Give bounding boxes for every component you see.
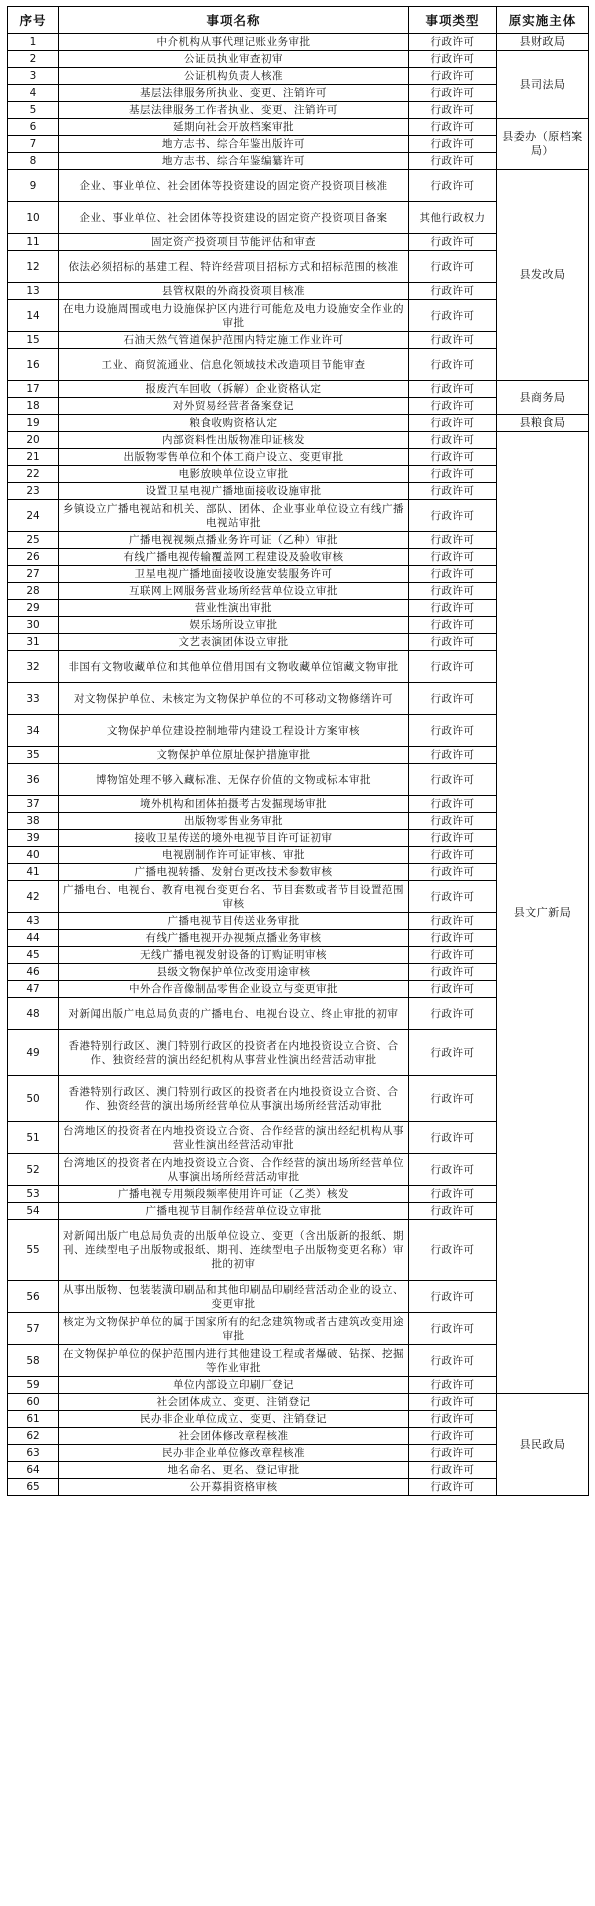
matter-type: 行政许可	[409, 1411, 497, 1428]
matter-type: 行政许可	[409, 830, 497, 847]
matters-table	[7, 6, 589, 1496]
row-number: 45	[8, 947, 59, 964]
matter-type: 行政许可	[409, 566, 497, 583]
row-number: 41	[8, 864, 59, 881]
matter-name: 中外合作音像制品零售企业设立与变更审批	[59, 981, 409, 998]
implementing-body: 县发改局	[497, 170, 589, 381]
table-row	[8, 432, 589, 449]
matter-type: 行政许可	[409, 136, 497, 153]
matter-name: 内部资料性出版物准印证核发	[59, 432, 409, 449]
matter-type: 行政许可	[409, 1462, 497, 1479]
matter-name: 接收卫星传送的境外电视节目许可证初审	[59, 830, 409, 847]
matter-type: 行政许可	[409, 796, 497, 813]
matter-type: 行政许可	[409, 981, 497, 998]
row-number: 60	[8, 1394, 59, 1411]
matter-name: 文物保护单位建设控制地带内建设工程设计方案审核	[59, 715, 409, 747]
matter-type: 行政许可	[409, 634, 497, 651]
matter-name: 民办非企业单位成立、变更、注销登记	[59, 1411, 409, 1428]
row-number: 17	[8, 381, 59, 398]
row-number: 50	[8, 1076, 59, 1122]
matter-name: 有线广播电视开办视频点播业务审核	[59, 930, 409, 947]
row-number: 64	[8, 1462, 59, 1479]
matter-type: 行政许可	[409, 432, 497, 449]
row-number: 10	[8, 202, 59, 234]
matter-type: 行政许可	[409, 764, 497, 796]
matter-name: 固定资产投资项目节能评估和审查	[59, 234, 409, 251]
matter-type: 行政许可	[409, 1030, 497, 1076]
matter-name: 地方志书、综合年鉴出版许可	[59, 136, 409, 153]
matter-type: 行政许可	[409, 583, 497, 600]
row-number: 6	[8, 119, 59, 136]
table-row	[8, 1394, 589, 1411]
table-row	[8, 34, 589, 51]
row-number: 11	[8, 234, 59, 251]
matter-type: 行政许可	[409, 747, 497, 764]
row-number: 35	[8, 747, 59, 764]
row-number: 20	[8, 432, 59, 449]
matter-name: 非国有文物收藏单位和其他单位借用国有文物收藏单位馆藏文物审批	[59, 651, 409, 683]
table-row	[8, 415, 589, 432]
matter-name: 社会团体修改章程核准	[59, 1428, 409, 1445]
matter-type: 行政许可	[409, 500, 497, 532]
row-number: 62	[8, 1428, 59, 1445]
row-number: 4	[8, 85, 59, 102]
matter-type: 行政许可	[409, 549, 497, 566]
row-number: 28	[8, 583, 59, 600]
matter-name: 卫星电视广播地面接收设施安装服务许可	[59, 566, 409, 583]
matter-type: 行政许可	[409, 153, 497, 170]
matter-name: 公证员执业审查初审	[59, 51, 409, 68]
row-number: 54	[8, 1203, 59, 1220]
matter-type: 行政许可	[409, 1076, 497, 1122]
row-number: 18	[8, 398, 59, 415]
matter-type: 行政许可	[409, 1122, 497, 1154]
matter-type: 行政许可	[409, 1203, 497, 1220]
matter-type: 行政许可	[409, 881, 497, 913]
row-number: 56	[8, 1281, 59, 1313]
matter-name: 出版物零售业务审批	[59, 813, 409, 830]
table-header-row	[8, 7, 589, 34]
matter-name: 报废汽车回收（拆解）企业资格认定	[59, 381, 409, 398]
matter-name: 文物保护单位原址保护措施审批	[59, 747, 409, 764]
implementing-body: 县司法局	[497, 51, 589, 119]
matter-name: 有线广播电视传输覆盖网工程建设及验收审核	[59, 549, 409, 566]
row-number: 57	[8, 1313, 59, 1345]
matter-type: 行政许可	[409, 85, 497, 102]
matter-name: 香港特别行政区、澳门特别行政区的投资者在内地投资设立合资、合作、独资经营的演出场所经营单位从事演出场所经营活动审批	[59, 1076, 409, 1122]
matter-name: 对文物保护单位、未核定为文物保护单位的不可移动文物修缮许可	[59, 683, 409, 715]
table-row	[8, 381, 589, 398]
matter-type: 行政许可	[409, 600, 497, 617]
matter-type: 行政许可	[409, 617, 497, 634]
matter-type: 行政许可	[409, 651, 497, 683]
implementing-body: 县文广新局	[497, 432, 589, 1394]
table-row	[8, 119, 589, 136]
matter-type: 行政许可	[409, 283, 497, 300]
row-number: 7	[8, 136, 59, 153]
matter-type: 行政许可	[409, 813, 497, 830]
row-number: 38	[8, 813, 59, 830]
matter-name: 依法必须招标的基建工程、特许经营项目招标方式和招标范围的核准	[59, 251, 409, 283]
matter-type: 行政许可	[409, 483, 497, 500]
matter-type: 行政许可	[409, 34, 497, 51]
implementing-body: 县民政局	[497, 1394, 589, 1496]
matter-type: 行政许可	[409, 1313, 497, 1345]
row-number: 40	[8, 847, 59, 864]
row-number: 2	[8, 51, 59, 68]
matter-type: 行政许可	[409, 964, 497, 981]
row-number: 26	[8, 549, 59, 566]
matter-name: 基层法律服务所执业、变更、注销许可	[59, 85, 409, 102]
matter-type: 行政许可	[409, 381, 497, 398]
header-no: 序号	[8, 7, 59, 34]
matter-name: 基层法律服务工作者执业、变更、注销许可	[59, 102, 409, 119]
row-number: 34	[8, 715, 59, 747]
matter-type: 行政许可	[409, 683, 497, 715]
row-number: 31	[8, 634, 59, 651]
matter-type: 行政许可	[409, 1428, 497, 1445]
matter-name: 境外机构和团体拍摄考古发掘现场审批	[59, 796, 409, 813]
matter-name: 石油天然气管道保护范围内特定施工作业许可	[59, 332, 409, 349]
matter-type: 行政许可	[409, 1479, 497, 1496]
matter-name: 企业、事业单位、社会团体等投资建设的固定资产投资项目核准	[59, 170, 409, 202]
matter-name: 乡镇设立广播电视站和机关、部队、团体、企业事业单位设立有线广播电视站审批	[59, 500, 409, 532]
matter-type: 行政许可	[409, 68, 497, 85]
matter-type: 行政许可	[409, 102, 497, 119]
row-number: 1	[8, 34, 59, 51]
row-number: 5	[8, 102, 59, 119]
row-number: 53	[8, 1186, 59, 1203]
matter-name: 单位内部设立印刷厂登记	[59, 1377, 409, 1394]
matter-name: 台湾地区的投资者在内地投资设立合资、合作经营的演出经纪机构从事营业性演出经营活动审批	[59, 1122, 409, 1154]
matter-name: 县管权限的外商投资项目核准	[59, 283, 409, 300]
implementing-body: 县财政局	[497, 34, 589, 51]
row-number: 43	[8, 913, 59, 930]
matter-name: 广播电视专用频段频率使用许可证（乙类）核发	[59, 1186, 409, 1203]
matter-name: 广播电视视频点播业务许可证（乙种）审批	[59, 532, 409, 549]
row-number: 9	[8, 170, 59, 202]
matter-type: 行政许可	[409, 1394, 497, 1411]
matter-type: 行政许可	[409, 398, 497, 415]
matter-type: 行政许可	[409, 864, 497, 881]
matter-type: 行政许可	[409, 1220, 497, 1281]
matter-type: 行政许可	[409, 415, 497, 432]
matter-type: 行政许可	[409, 449, 497, 466]
row-number: 33	[8, 683, 59, 715]
row-number: 14	[8, 300, 59, 332]
matter-name: 广播电视节目传送业务审批	[59, 913, 409, 930]
matter-type: 行政许可	[409, 300, 497, 332]
implementing-body: 县商务局	[497, 381, 589, 415]
matter-name: 对外贸易经营者备案登记	[59, 398, 409, 415]
matter-name: 博物馆处理不够入藏标准、无保存价值的文物或标本审批	[59, 764, 409, 796]
implementing-body: 县委办（原档案局）	[497, 119, 589, 170]
row-number: 13	[8, 283, 59, 300]
row-number: 39	[8, 830, 59, 847]
row-number: 44	[8, 930, 59, 947]
matter-name: 设置卫星电视广播地面接收设施审批	[59, 483, 409, 500]
matter-name: 民办非企业单位修改章程核准	[59, 1445, 409, 1462]
matter-type: 行政许可	[409, 1281, 497, 1313]
matter-type: 行政许可	[409, 1445, 497, 1462]
implementing-body: 县粮食局	[497, 415, 589, 432]
row-number: 58	[8, 1345, 59, 1377]
row-number: 51	[8, 1122, 59, 1154]
matter-name: 公开募捐资格审核	[59, 1479, 409, 1496]
row-number: 16	[8, 349, 59, 381]
matter-name: 娱乐场所设立审批	[59, 617, 409, 634]
matter-type: 行政许可	[409, 51, 497, 68]
matter-name: 文艺表演团体设立审批	[59, 634, 409, 651]
matter-type: 行政许可	[409, 251, 497, 283]
row-number: 27	[8, 566, 59, 583]
matter-name: 地名命名、更名、登记审批	[59, 1462, 409, 1479]
row-number: 15	[8, 332, 59, 349]
row-number: 29	[8, 600, 59, 617]
row-number: 48	[8, 998, 59, 1030]
row-number: 32	[8, 651, 59, 683]
matter-type: 行政许可	[409, 234, 497, 251]
matter-type: 行政许可	[409, 1154, 497, 1186]
matter-name: 从事出版物、包装装潢印刷品和其他印刷品印刷经营活动企业的设立、变更审批	[59, 1281, 409, 1313]
matter-type: 其他行政权力	[409, 202, 497, 234]
matter-name: 广播电视节目制作经营单位设立审批	[59, 1203, 409, 1220]
row-number: 23	[8, 483, 59, 500]
matter-name: 出版物零售单位和个体工商户设立、变更审批	[59, 449, 409, 466]
row-number: 61	[8, 1411, 59, 1428]
matter-type: 行政许可	[409, 119, 497, 136]
row-number: 46	[8, 964, 59, 981]
matter-name: 社会团体成立、变更、注销登记	[59, 1394, 409, 1411]
matter-type: 行政许可	[409, 998, 497, 1030]
matter-name: 电视剧制作许可证审核、审批	[59, 847, 409, 864]
matter-name: 广播电台、电视台、教育电视台变更台名、节目套数或者节目设置范围审核	[59, 881, 409, 913]
matter-name: 粮食收购资格认定	[59, 415, 409, 432]
row-number: 30	[8, 617, 59, 634]
matter-type: 行政许可	[409, 1186, 497, 1203]
matter-name: 对新闻出版广电总局负责的广播电台、电视台设立、终止审批的初审	[59, 998, 409, 1030]
table-row	[8, 170, 589, 202]
matter-name: 核定为文物保护单位的属于国家所有的纪念建筑物或者古建筑改变用途审批	[59, 1313, 409, 1345]
row-number: 25	[8, 532, 59, 549]
matter-type: 行政许可	[409, 913, 497, 930]
row-number: 37	[8, 796, 59, 813]
matter-type: 行政许可	[409, 170, 497, 202]
row-number: 3	[8, 68, 59, 85]
header-name: 事项名称	[59, 7, 409, 34]
row-number: 21	[8, 449, 59, 466]
row-number: 42	[8, 881, 59, 913]
row-number: 65	[8, 1479, 59, 1496]
row-number: 52	[8, 1154, 59, 1186]
row-number: 63	[8, 1445, 59, 1462]
matter-name: 在电力设施周围或电力设施保护区内进行可能危及电力设施安全作业的审批	[59, 300, 409, 332]
matter-name: 县级文物保护单位改变用途审核	[59, 964, 409, 981]
row-number: 19	[8, 415, 59, 432]
matter-type: 行政许可	[409, 332, 497, 349]
matter-type: 行政许可	[409, 947, 497, 964]
matter-name: 互联网上网服务营业场所经营单位设立审批	[59, 583, 409, 600]
matter-name: 中介机构从事代理记账业务审批	[59, 34, 409, 51]
row-number: 47	[8, 981, 59, 998]
row-number: 49	[8, 1030, 59, 1076]
matter-name: 公证机构负责人核准	[59, 68, 409, 85]
matter-name: 台湾地区的投资者在内地投资设立合资、合作经营的演出场所经营单位从事演出场所经营活动审批	[59, 1154, 409, 1186]
matter-name: 延期向社会开放档案审批	[59, 119, 409, 136]
matter-name: 香港特别行政区、澳门特别行政区的投资者在内地投资设立合资、合作、独资经营的演出经纪机构从事营业性演出经营活动审批	[59, 1030, 409, 1076]
row-number: 36	[8, 764, 59, 796]
matter-type: 行政许可	[409, 466, 497, 483]
row-number: 12	[8, 251, 59, 283]
matter-name: 营业性演出审批	[59, 600, 409, 617]
matter-name: 地方志书、综合年鉴编纂许可	[59, 153, 409, 170]
row-number: 22	[8, 466, 59, 483]
row-number: 8	[8, 153, 59, 170]
row-number: 55	[8, 1220, 59, 1281]
table-row	[8, 51, 589, 68]
row-number: 59	[8, 1377, 59, 1394]
matter-type: 行政许可	[409, 930, 497, 947]
matter-type: 行政许可	[409, 1377, 497, 1394]
matter-name: 对新闻出版广电总局负责的出版单位设立、变更（含出版新的报纸、期刊、连续型电子出版物或报纸、期刊、连续型电子出版物变更名称）审批的初审	[59, 1220, 409, 1281]
matter-type: 行政许可	[409, 715, 497, 747]
header-body: 原实施主体	[497, 7, 589, 34]
matter-name: 工业、商贸流通业、信息化领域技术改造项目节能审查	[59, 349, 409, 381]
matter-name: 企业、事业单位、社会团体等投资建设的固定资产投资项目备案	[59, 202, 409, 234]
matter-name: 广播电视转播、发射台更改技术参数审核	[59, 864, 409, 881]
header-type: 事项类型	[409, 7, 497, 34]
matter-type: 行政许可	[409, 349, 497, 381]
matter-type: 行政许可	[409, 532, 497, 549]
table-body	[8, 34, 589, 1496]
matter-type: 行政许可	[409, 847, 497, 864]
row-number: 24	[8, 500, 59, 532]
matter-name: 在文物保护单位的保护范围内进行其他建设工程或者爆破、钻探、挖掘等作业审批	[59, 1345, 409, 1377]
matter-name: 无线广播电视发射设备的订购证明审核	[59, 947, 409, 964]
matter-type: 行政许可	[409, 1345, 497, 1377]
matter-name: 电影放映单位设立审批	[59, 466, 409, 483]
